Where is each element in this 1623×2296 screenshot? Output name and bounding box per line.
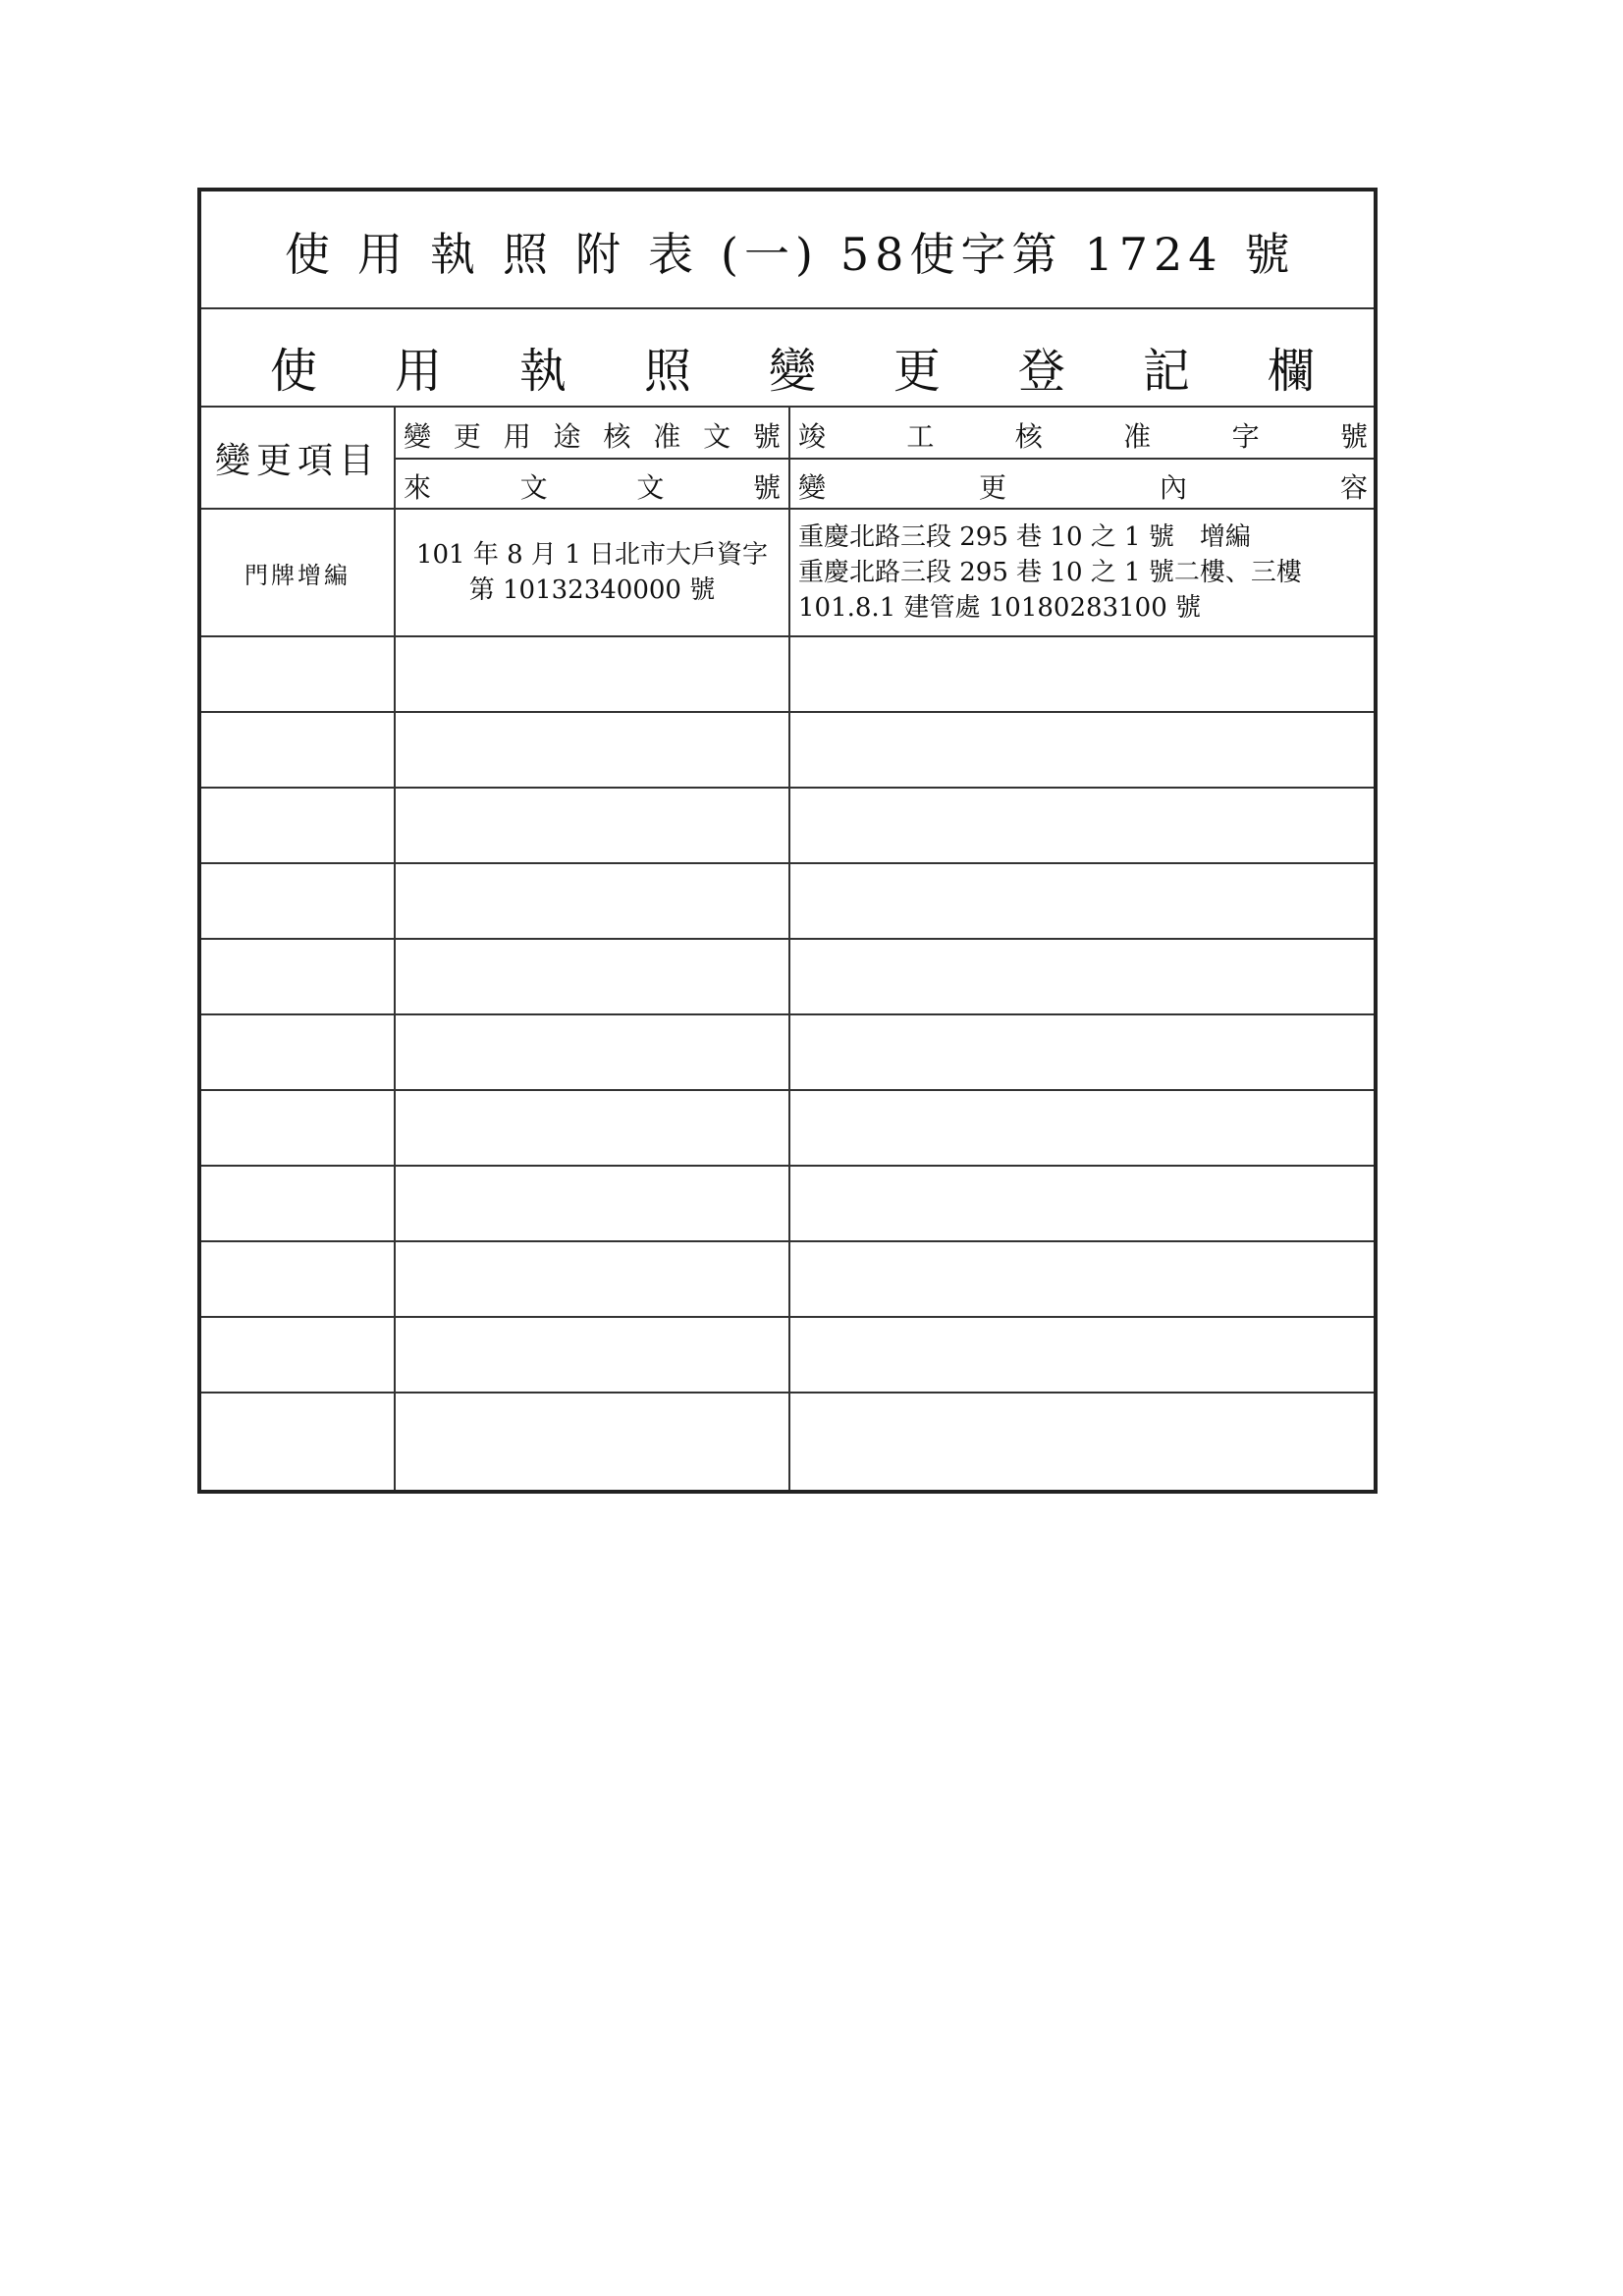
title-row [201, 191, 1374, 309]
change-content-cell [798, 940, 1368, 1013]
document-number-line: 第 10132340000 號 [468, 575, 716, 605]
license-appendix-table [197, 188, 1378, 1494]
table-row [201, 510, 1374, 637]
document-number-cell [396, 1015, 788, 1089]
header-char: 准 [1123, 420, 1152, 453]
heading-char: 執 [518, 344, 567, 399]
title-word: 使 [285, 228, 336, 281]
header-char: 號 [752, 420, 781, 453]
header-char: 文 [703, 420, 731, 453]
document-number-cell [396, 1394, 788, 1469]
change-content-line: 101.8.1 建管處 10180283100 號 [798, 593, 1201, 623]
change-content-cell [798, 789, 1368, 862]
header-divider [394, 458, 1374, 460]
header-char: 號 [1339, 420, 1368, 453]
change-content-cell [798, 637, 1368, 711]
heading-char: 使 [270, 344, 318, 399]
change-item-cell [201, 1015, 394, 1089]
table-header [201, 408, 1374, 510]
header-char: 工 [906, 420, 935, 453]
table-row [201, 1394, 1374, 1469]
heading-char: 記 [1142, 344, 1190, 399]
header-char: 竣 [798, 420, 827, 453]
table-row [201, 1242, 1374, 1318]
header-change-content [798, 466, 1368, 506]
header-char: 內 [1159, 471, 1187, 504]
table-row [201, 1318, 1374, 1394]
document-number-line: 101 年 8 月 1 日北市大戶資字 [415, 540, 769, 570]
change-content-cell [798, 1242, 1368, 1316]
heading-char: 變 [768, 344, 816, 399]
header-char: 容 [1339, 471, 1368, 504]
heading-char: 欄 [1267, 344, 1315, 399]
header-char: 用 [503, 420, 531, 453]
change-content-cell [798, 1394, 1368, 1469]
document-number-cell [396, 1318, 788, 1392]
document-number-cell [396, 1091, 788, 1165]
title-word: 用 [357, 228, 408, 281]
change-item-cell [201, 1167, 394, 1240]
title-word: 執 [430, 228, 481, 281]
header-char: 核 [1014, 420, 1043, 453]
document-number-cell [396, 713, 788, 787]
title-word: (一) [721, 228, 819, 281]
header-char: 核 [603, 420, 631, 453]
table-row [201, 789, 1374, 864]
header-char: 更 [453, 420, 481, 453]
header-incoming-doc-no [404, 466, 781, 506]
header-char: 來 [404, 471, 432, 504]
table-row [201, 713, 1374, 789]
header-char: 變 [798, 471, 827, 504]
section-heading [270, 333, 1315, 401]
change-item-cell [201, 940, 394, 1013]
change-item-cell [201, 637, 394, 711]
subtitle-row [201, 309, 1374, 408]
heading-char: 照 [643, 344, 691, 399]
change-item-cell [201, 789, 394, 862]
document-number-cell [396, 637, 788, 711]
change-item-cell [201, 864, 394, 938]
change-content-cell [798, 1167, 1368, 1240]
title-word: 附 [575, 228, 626, 281]
header-char: 更 [978, 471, 1006, 504]
header-char: 變 [404, 420, 432, 453]
header-completion-approval-no [798, 415, 1368, 455]
document-number-cell [396, 510, 788, 635]
header-char: 文 [519, 471, 548, 504]
header-char: 號 [752, 471, 781, 504]
document-number-cell [396, 789, 788, 862]
title-word: 表 [648, 228, 699, 281]
change-item-cell [201, 1242, 394, 1316]
change-item-cell [201, 1318, 394, 1392]
header-char: 准 [653, 420, 681, 453]
change-content-cell [798, 510, 1368, 635]
header-change-item: 變更項目 [214, 440, 380, 481]
change-item-cell [201, 713, 394, 787]
title-word: 號 [1244, 228, 1296, 281]
table-row [201, 1015, 1374, 1091]
change-item-cell: 門牌增編 [244, 561, 351, 589]
change-item-cell [201, 1091, 394, 1165]
change-item-cell [201, 1394, 394, 1469]
document-number-cell [396, 1242, 788, 1316]
change-content-line: 重慶北路三段 295 巷 10 之 1 號二樓、三樓 [798, 558, 1302, 587]
heading-char: 登 [1017, 344, 1065, 399]
header-char: 字 [1231, 420, 1260, 453]
heading-char: 用 [394, 344, 442, 399]
table-row [201, 1091, 1374, 1167]
heading-char: 更 [893, 344, 941, 399]
title-word: 58使字第 [839, 228, 1063, 281]
table-row [201, 1167, 1374, 1242]
title-word: 1724 [1084, 228, 1223, 281]
document-title [285, 219, 1318, 284]
change-content-cell [798, 1015, 1368, 1089]
change-content-line: 重慶北路三段 295 巷 10 之 1 號 增編 [798, 522, 1251, 552]
document-number-cell [396, 940, 788, 1013]
change-content-cell [798, 1318, 1368, 1392]
title-word: 照 [503, 228, 554, 281]
table-row [201, 864, 1374, 940]
header-usage-approval-no [404, 415, 781, 455]
document-number-cell [396, 1167, 788, 1240]
change-content-cell [798, 864, 1368, 938]
table-row [201, 940, 1374, 1015]
change-content-cell [798, 713, 1368, 787]
header-char: 途 [553, 420, 581, 453]
header-char: 文 [636, 471, 665, 504]
table-row [201, 637, 1374, 713]
change-content-cell [798, 1091, 1368, 1165]
document-number-cell [396, 864, 788, 938]
